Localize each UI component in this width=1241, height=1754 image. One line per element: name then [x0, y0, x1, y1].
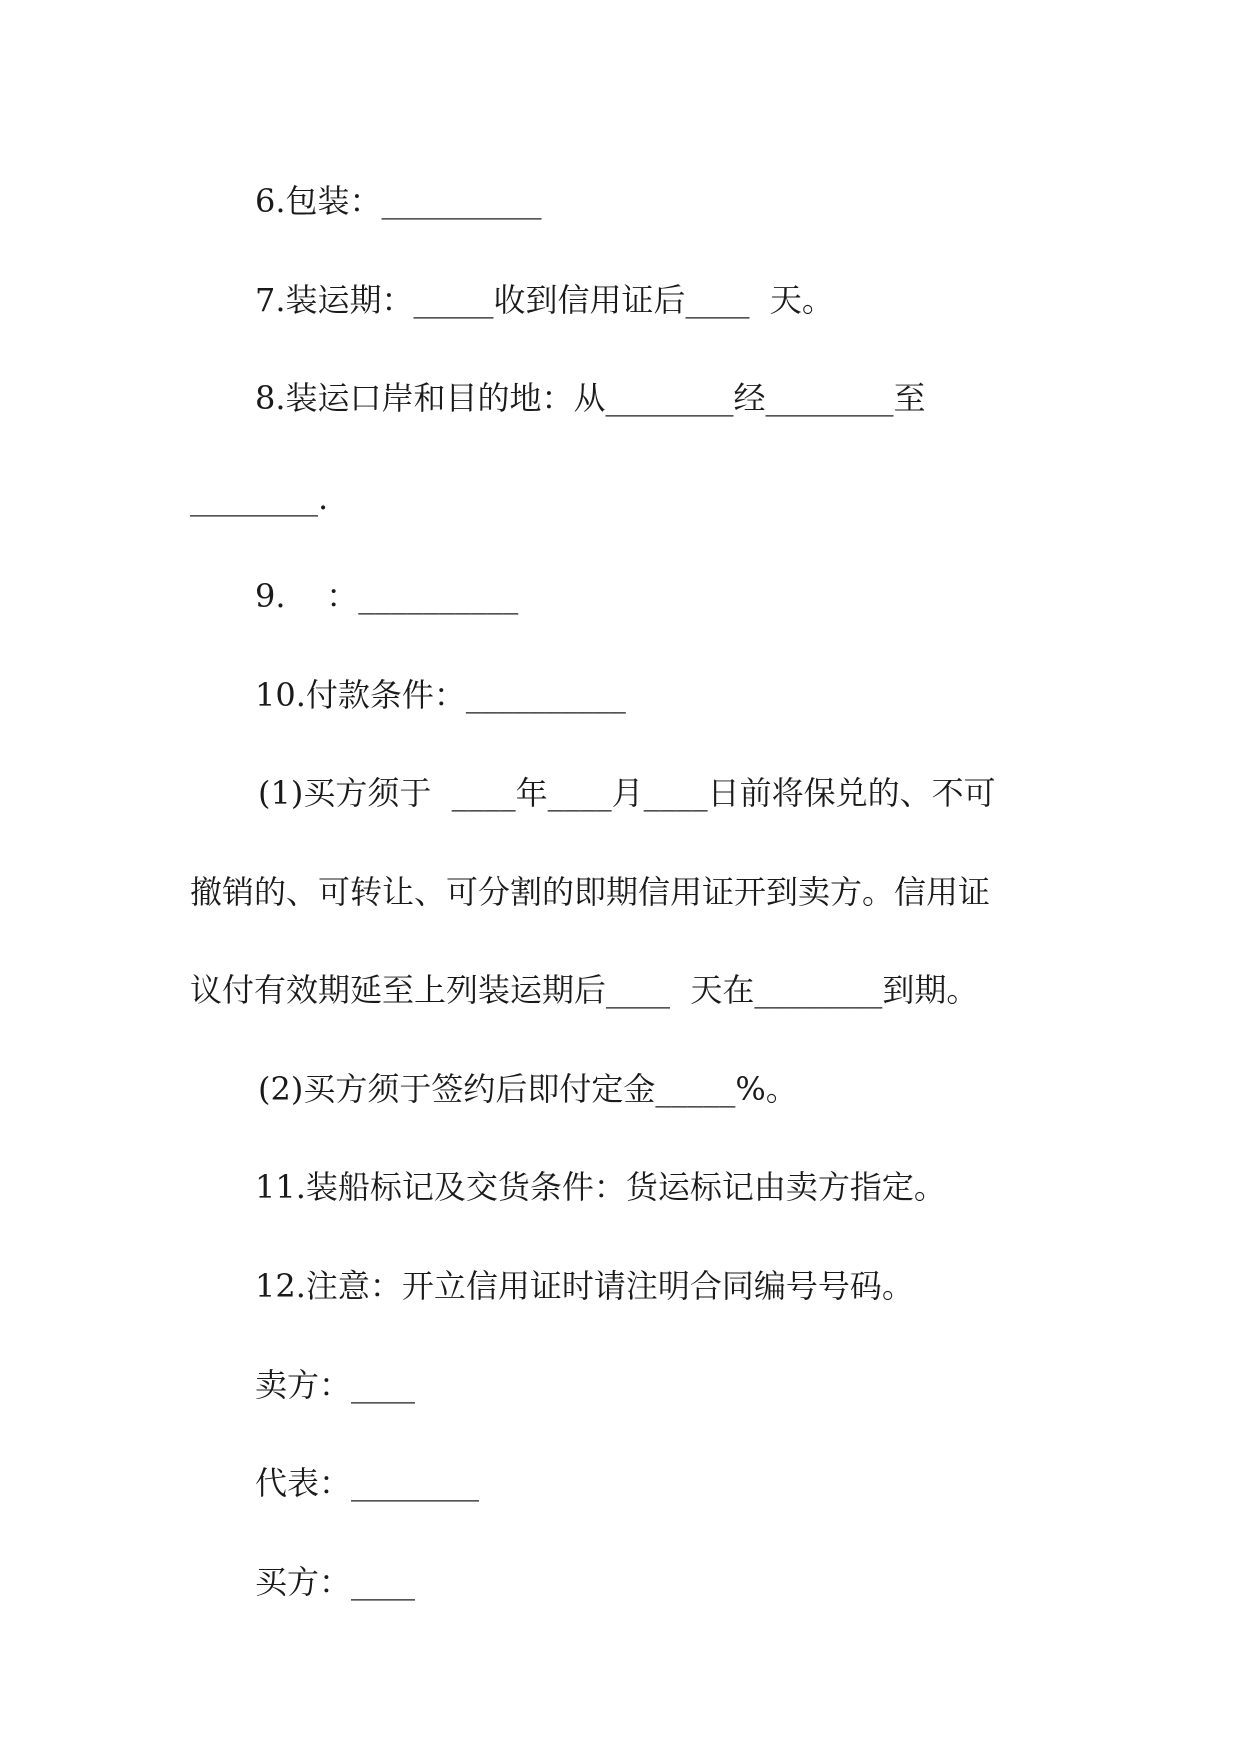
clause-packing: 6.包装：__________ [255, 182, 542, 220]
clause-port-destination: 8.装运口岸和目的地：从________经________至 [255, 379, 926, 417]
payment-item-1-cont-2: 议付有效期延至上列装运期后____ 天在________到期。 [190, 971, 979, 1009]
clause-note: 12.注意：开立信用证时请注明合同编号号码。 [255, 1267, 914, 1305]
clause-port-destination-cont: ________. [190, 479, 329, 517]
representative-signature-line: 代表：________ [255, 1464, 480, 1502]
payment-item-1-cont-1: 撤销的、可转让、可分割的即期信用证开到卖方。信用证 [190, 873, 991, 911]
clause-marks-delivery: 11.装船标记及交货条件：货运标记由卖方指定。 [255, 1168, 946, 1206]
clause-shipment-period: 7.装运期：_____收到信用证后____ 天。 [255, 281, 834, 319]
buyer-signature-line: 买方：____ [255, 1563, 416, 1601]
clause-payment-terms: 10.付款条件：__________ [255, 676, 626, 714]
payment-item-2: (2)买方须于签约后即付定金_____%。 [258, 1070, 798, 1108]
payment-item-1: (1)买方须于 ____年____月____日前将保兑的、不可 [258, 774, 996, 812]
clause-9: 9. ：__________ [255, 577, 519, 615]
seller-signature-line: 卖方：____ [255, 1366, 416, 1404]
